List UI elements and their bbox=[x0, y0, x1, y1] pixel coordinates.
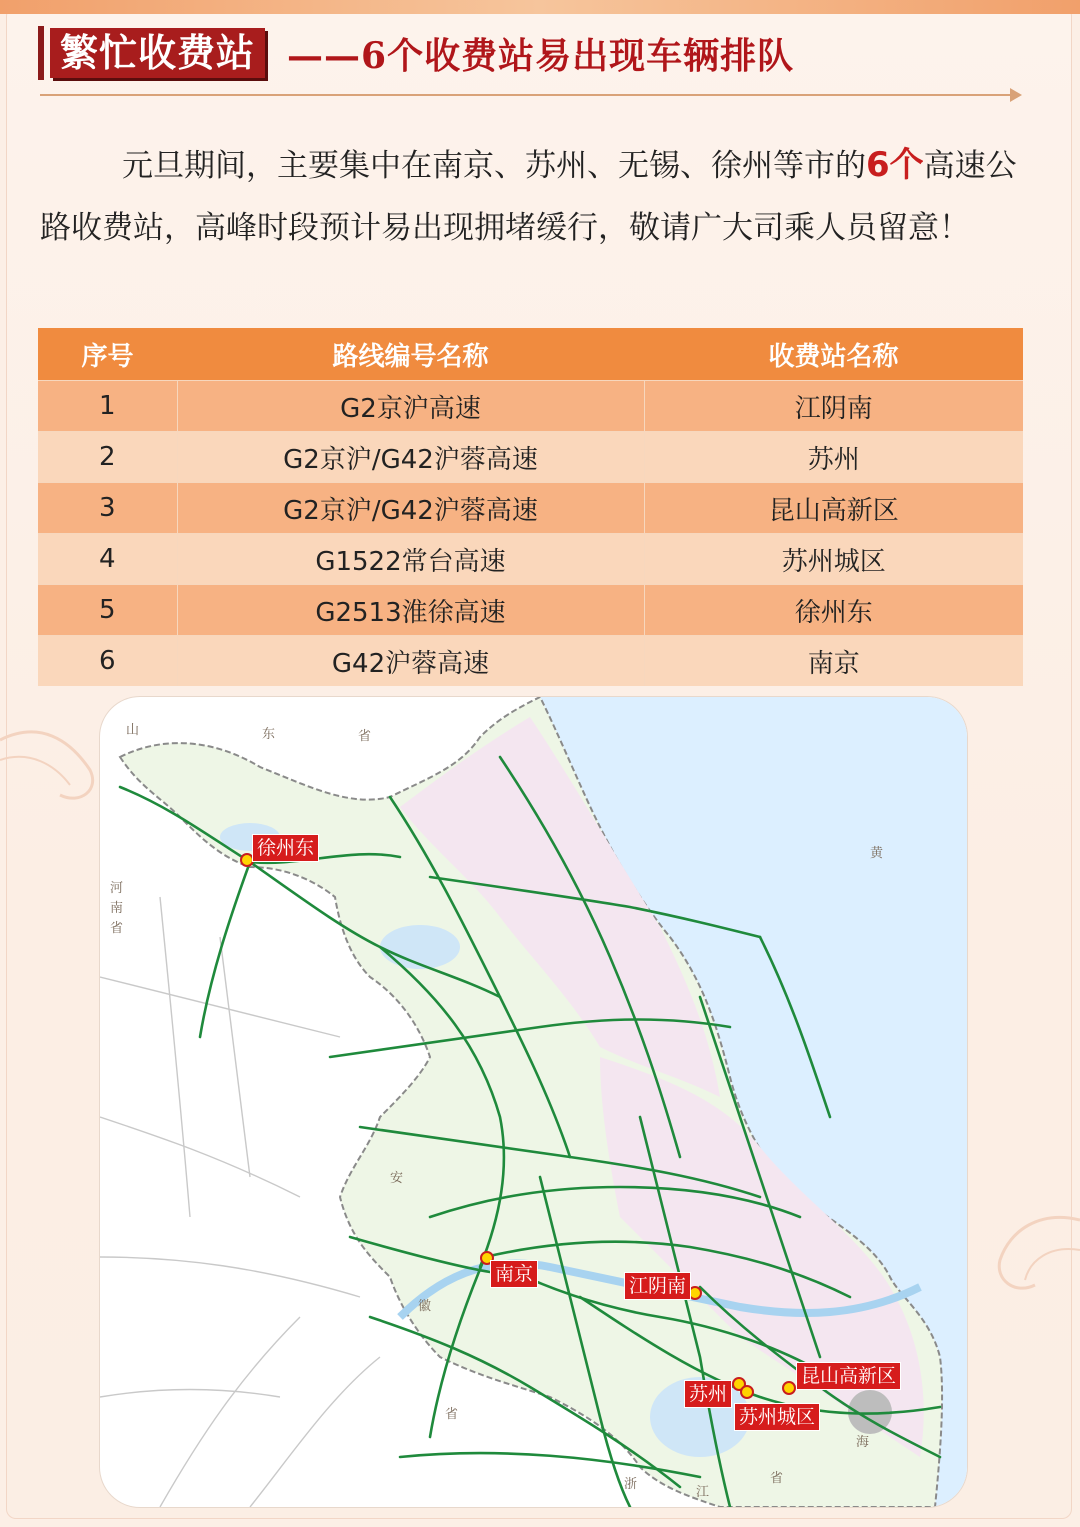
column-header-route: 路线编号名称 bbox=[177, 328, 644, 381]
map-text-hui: 徽 bbox=[418, 1299, 432, 1314]
station-marker-suzhouchengqu[interactable] bbox=[740, 1385, 754, 1399]
column-header-station: 收费站名称 bbox=[644, 328, 1023, 381]
cell-no: 3 bbox=[38, 483, 177, 534]
intro-highlight-count: 6个 bbox=[866, 145, 924, 185]
map-text-sheng: 省 bbox=[445, 1407, 459, 1422]
station-label-suzhouchengqu[interactable]: 苏州城区 bbox=[734, 1403, 820, 1431]
map-text-sheng: 省 bbox=[110, 921, 124, 936]
cell-no: 5 bbox=[38, 585, 177, 636]
map-text-hai: 海 bbox=[856, 1435, 870, 1450]
top-border bbox=[0, 0, 1080, 14]
cell-route: G2京沪/G42沪蓉高速 bbox=[177, 483, 644, 534]
intro-text-part1: 元旦期间，主要集中在南京、苏州、无锡、徐州等市的 bbox=[122, 148, 866, 184]
table-row bbox=[38, 483, 1023, 534]
intro-text-part2: 高速公路收费站，高峰时段预计易出现拥堵缓行，敬请广大司乘人员留意！ bbox=[40, 148, 1017, 246]
decorative-swirl-right bbox=[970, 1180, 1080, 1320]
cell-station: 江阴南 bbox=[644, 381, 1023, 432]
cell-route: G2513淮徐高速 bbox=[177, 585, 644, 636]
section-header bbox=[38, 24, 794, 82]
cell-station: 昆山高新区 bbox=[644, 483, 1023, 534]
regional-roads bbox=[100, 897, 380, 1507]
map-text-jiang: 江 bbox=[696, 1485, 710, 1500]
map-text-he: 河 bbox=[110, 881, 124, 896]
map-text-sheng: 省 bbox=[358, 729, 372, 744]
station-marker-kunshan[interactable] bbox=[782, 1381, 796, 1395]
cell-route: G2京沪高速 bbox=[177, 381, 644, 432]
map-text-shan: 山 bbox=[126, 723, 140, 738]
lake bbox=[380, 925, 460, 969]
title-accent-bar bbox=[38, 26, 44, 80]
table-row bbox=[38, 381, 1023, 432]
column-header-no: 序号 bbox=[38, 328, 177, 381]
map-text-sheng: 省 bbox=[770, 1471, 784, 1486]
title-divider bbox=[40, 94, 1020, 96]
station-label-nanjing[interactable]: 南京 bbox=[490, 1260, 538, 1288]
jiangsu-highway-map bbox=[100, 697, 967, 1507]
cell-route: G2京沪/G42沪蓉高速 bbox=[177, 432, 644, 483]
cell-no: 1 bbox=[38, 381, 177, 432]
cell-station: 苏州 bbox=[644, 432, 1023, 483]
cell-no: 2 bbox=[38, 432, 177, 483]
cell-no: 6 bbox=[38, 636, 177, 687]
intro-paragraph bbox=[40, 134, 1030, 259]
table-header-row bbox=[38, 328, 1023, 381]
table-row bbox=[38, 432, 1023, 483]
station-label-kunshan[interactable]: 昆山高新区 bbox=[796, 1362, 901, 1390]
table-row bbox=[38, 534, 1023, 585]
cell-station: 南京 bbox=[644, 636, 1023, 687]
cell-route: G1522常台高速 bbox=[177, 534, 644, 585]
map-text-zhe: 浙 bbox=[624, 1477, 638, 1492]
map-text-an: 安 bbox=[390, 1171, 404, 1186]
map-text-huang: 黄 bbox=[870, 846, 884, 861]
decorative-swirl-left bbox=[0, 680, 110, 820]
section-subtitle: ——6个收费站易出现车辆排队 bbox=[287, 34, 795, 77]
map-text-dong: 东 bbox=[262, 727, 276, 742]
cell-no: 4 bbox=[38, 534, 177, 585]
station-label-jiangyinnan[interactable]: 江阴南 bbox=[624, 1272, 691, 1300]
table-row bbox=[38, 636, 1023, 687]
toll-station-table bbox=[38, 328, 1023, 686]
station-label-suzhou[interactable]: 苏州 bbox=[684, 1380, 732, 1408]
divider-arrow-icon bbox=[1010, 88, 1022, 102]
cell-station: 苏州城区 bbox=[644, 534, 1023, 585]
section-title: 繁忙收费站 bbox=[50, 28, 265, 78]
table-row bbox=[38, 585, 1023, 636]
map-text-nan: 南 bbox=[110, 901, 124, 916]
cell-route: G42沪蓉高速 bbox=[177, 636, 644, 687]
cell-station: 徐州东 bbox=[644, 585, 1023, 636]
station-label-xuzhoudong[interactable]: 徐州东 bbox=[252, 834, 319, 862]
